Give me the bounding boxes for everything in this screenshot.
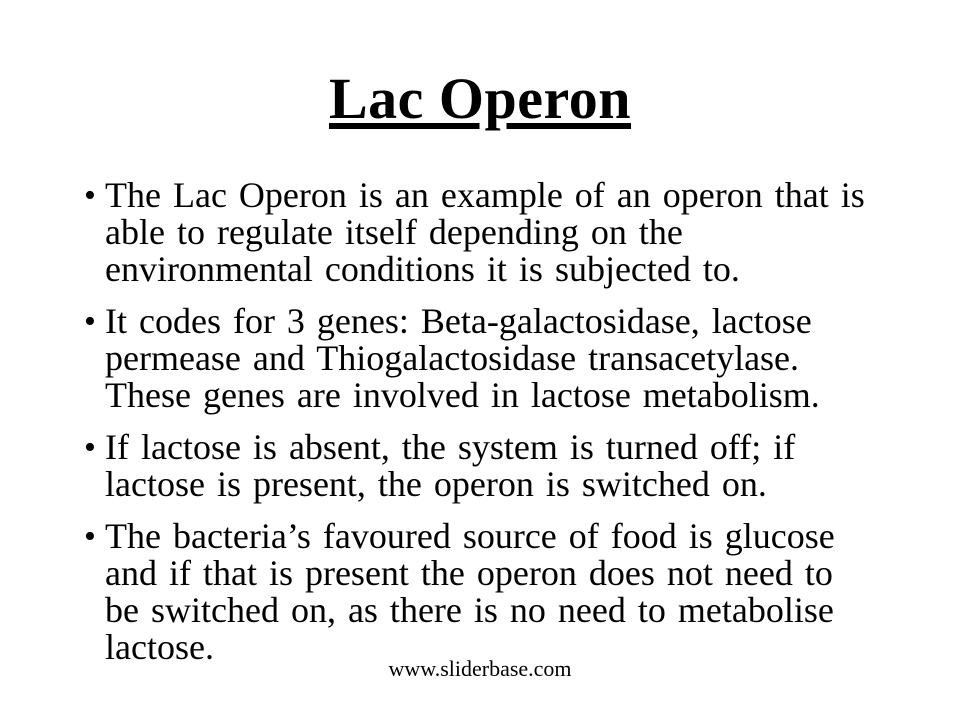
bullet-text — [105, 518, 918, 666]
bullet-line: environmental conditions it is subjected to. — [105, 249, 740, 289]
bullet-text — [105, 429, 918, 503]
bullet-item — [84, 303, 918, 414]
bullet-line: lactose. — [105, 627, 214, 667]
title-area — [0, 66, 960, 131]
bullet-marker: • — [84, 177, 96, 214]
bullet-item — [84, 429, 918, 503]
bullet-line: If lactose is absent, the system is turned off; if — [105, 427, 796, 467]
footer-watermark: www.sliderbase.com — [388, 656, 572, 681]
bullet-item — [84, 177, 918, 288]
bullet-list — [84, 177, 918, 666]
bullet-line: lactose is present, the operon is switched on. — [105, 464, 767, 504]
bullet-marker: • — [84, 303, 96, 340]
bullet-line: The Lac Operon is an example of an operon that is — [105, 175, 865, 215]
bullet-line: The bacteria’s favoured source of food is glucose — [105, 516, 835, 556]
bullet-line: able to regulate itself depending on the — [105, 212, 683, 252]
bullet-text — [105, 177, 918, 288]
bullet-text — [105, 303, 918, 414]
bullet-line: and if that is present the operon does not need to — [105, 553, 833, 593]
bullet-marker: • — [84, 518, 96, 555]
bullet-line: be switched on, as there is no need to metabolise — [105, 590, 834, 630]
bullet-marker: • — [84, 429, 96, 466]
bullet-line: These genes are involved in lactose metabolism. — [105, 375, 820, 415]
page-title: Lac Operon — [329, 66, 631, 131]
bullet-item — [84, 518, 918, 666]
bullet-line: permease and Thiogalactosidase transacetylase. — [105, 338, 800, 378]
bullet-line: It codes for 3 genes: Beta-galactosidase, lactose — [105, 301, 812, 341]
